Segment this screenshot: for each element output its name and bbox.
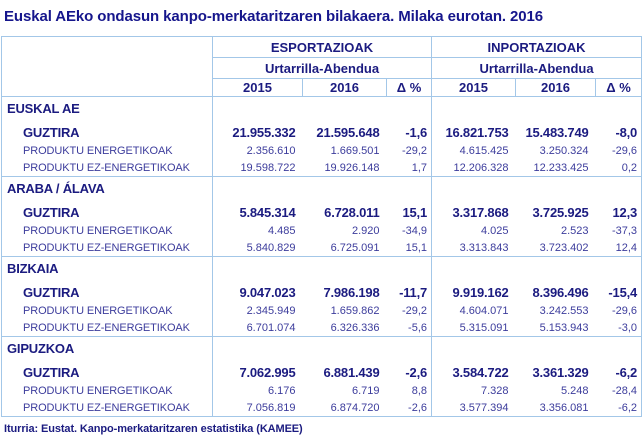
section-row [2,337,642,358]
cell-imp-2016: 3.723.402 [539,241,589,254]
section-spacer-imports [432,177,642,198]
cell-imp-delta: -29,6 [611,145,638,157]
cell-exp-2016: 6.881.439 [323,364,380,380]
year-col-imp-2015: 2015 [432,79,516,97]
data-row [2,223,642,240]
cell-imp-2015: 12.206.328 [453,161,509,174]
table-header [2,37,642,97]
cell-exp-delta: 8,8 [387,383,432,400]
section-spacer-imports [432,257,642,278]
data-row [2,198,642,223]
row-label: PRODUKTU EZ-ENERGETIKOAK [2,320,213,337]
year-col-imp-2016: 2016 [516,79,596,97]
cell-imp-delta: -29,6 [611,305,638,317]
row-label: GUZTIRA [2,358,213,383]
cell-exp-2015: 4.485 [267,225,296,237]
cell-imp-2015: 9.919.162 [452,284,509,300]
cell-imp-2016: 12.233.425 [533,161,589,174]
row-label: GUZTIRA [2,198,213,223]
row-label: GUZTIRA [2,118,213,143]
cell-imp-2016: 15.483.749 [525,124,589,140]
cell-exp-2015: 7.056.819 [246,401,296,414]
cell-imp-delta: -8,0 [615,124,638,140]
section-spacer-exports [213,337,432,358]
cell-exp-delta: -1,6 [387,118,432,143]
year-col-exp-delta: Δ % [387,79,432,97]
cell-exp-2015: 2.356.610 [246,145,296,157]
cell-exp-delta: -34,9 [387,223,432,240]
section-spacer-imports [432,97,642,118]
report-page [0,8,642,435]
col-group-exports: ESPORTAZIOAK [213,37,432,58]
cell-exp-2015: 9.047.023 [239,284,296,300]
row-label: PRODUKTU ENERGETIKOAK [2,383,213,400]
cell-exp-2015: 6.701.074 [246,321,296,334]
cell-exp-delta: -29,2 [387,303,432,320]
section-row [2,257,642,278]
cell-imp-2015: 7.328 [480,385,509,397]
data-row [2,358,642,383]
col-group-imports: INPORTAZIOAK [432,37,642,58]
data-row [2,143,642,160]
year-col-imp-delta: Δ % [596,79,642,97]
row-label: PRODUKTU ENERGETIKOAK [2,303,213,320]
cell-imp-delta: -15,4 [608,284,638,300]
page-title: Euskal AEko ondasun kanpo-merkataritzaren bilakaera. Milaka eurotan. 2016 [4,8,544,25]
corner-cell [2,37,213,97]
cell-exp-2015: 5.845.314 [239,204,296,220]
cell-imp-2016: 3.725.925 [532,204,589,220]
cell-exp-2016: 2.920 [351,225,380,237]
cell-exp-2016: 19.926.148 [324,161,380,174]
section-spacer-exports [213,257,432,278]
cell-exp-2015: 19.598.722 [240,161,296,174]
cell-exp-2016: 6.719 [351,385,380,397]
data-row [2,278,642,303]
data-row [2,320,642,337]
section-row [2,177,642,198]
row-label: PRODUKTU EZ-ENERGETIKOAK [2,160,213,177]
row-label: PRODUKTU EZ-ENERGETIKOAK [2,400,213,417]
cell-exp-2016: 21.595.648 [316,124,380,140]
cell-imp-2016: 2.523 [560,225,589,237]
cell-imp-delta: -6,2 [618,401,638,414]
data-row [2,240,642,257]
cell-imp-2016: 5.248 [560,385,589,397]
cell-imp-2015: 3.313.843 [459,241,509,254]
table-body [2,97,642,417]
cell-exp-delta: 15,1 [387,198,432,223]
section-title: BIZKAIA [2,257,213,278]
cell-exp-2016: 6.874.720 [330,401,380,414]
data-row [2,118,642,143]
cell-exp-2016: 1.659.862 [330,305,380,317]
cell-exp-2015: 6.176 [267,385,296,397]
cell-exp-2016: 6.725.091 [330,241,380,254]
section-spacer-exports [213,177,432,198]
cell-exp-2015: 7.062.995 [239,364,296,380]
cell-exp-2015: 2.345.949 [246,305,296,317]
data-row [2,160,642,177]
row-label: PRODUKTU EZ-ENERGETIKOAK [2,240,213,257]
cell-imp-2015: 16.821.753 [445,124,509,140]
section-title: GIPUZKOA [2,337,213,358]
cell-exp-2016: 6.326.336 [330,321,380,334]
cell-imp-2015: 4.615.425 [459,145,509,157]
row-label: PRODUKTU ENERGETIKOAK [2,143,213,160]
year-col-exp-2016: 2016 [303,79,387,97]
cell-imp-2015: 3.317.868 [452,204,509,220]
cell-imp-2015: 3.577.394 [459,401,509,414]
cell-imp-2016: 5.153.943 [539,321,589,334]
imports-period: Urtarrilla-Abendua [432,58,642,79]
data-row [2,303,642,320]
section-row [2,97,642,118]
cell-imp-2015: 4.604.071 [459,305,509,317]
cell-exp-delta: -29,2 [387,143,432,160]
data-row [2,400,642,417]
cell-imp-2015: 3.584.722 [452,364,509,380]
section-title: ARABA / ÁLAVA [2,177,213,198]
cell-exp-2015: 21.955.332 [232,124,296,140]
cell-exp-delta: -2,6 [387,358,432,383]
cell-imp-2016: 3.361.329 [532,364,589,380]
cell-imp-delta: -28,4 [611,385,638,397]
cell-exp-2016: 7.986.198 [323,284,380,300]
cell-imp-delta: 0,2 [621,161,638,174]
cell-imp-delta: -6,2 [615,364,638,380]
cell-exp-delta: 15,1 [387,240,432,257]
exports-period: Urtarrilla-Abendua [213,58,432,79]
cell-imp-2016: 3.242.553 [539,305,589,317]
cell-imp-delta: -37,3 [611,225,638,237]
row-label: GUZTIRA [2,278,213,303]
cell-imp-2016: 8.396.496 [532,284,589,300]
cell-imp-delta: -3,0 [618,321,638,334]
cell-exp-2016: 6.728.011 [324,204,380,220]
cell-imp-delta: 12,4 [615,241,638,254]
cell-imp-2015: 5.315.091 [459,321,509,334]
cell-exp-delta: 1,7 [387,160,432,177]
cell-exp-delta: -5,6 [387,320,432,337]
source-note: Iturria: Eustat. Kanpo-merkataritzaren estatistika (KAMEE) [4,423,303,435]
cell-exp-delta: -2,6 [387,400,432,417]
data-row [2,383,642,400]
cell-imp-delta: 12,3 [612,204,638,220]
cell-exp-2016: 1.669.501 [330,145,380,157]
cell-exp-delta: -11,7 [387,278,432,303]
cell-imp-2015: 4.025 [480,225,509,237]
trade-table [1,36,642,417]
year-col-exp-2015: 2015 [213,79,303,97]
row-label: PRODUKTU ENERGETIKOAK [2,223,213,240]
section-title: EUSKAL AE [2,97,213,118]
cell-imp-2016: 3.356.081 [539,401,589,414]
section-spacer-exports [213,97,432,118]
cell-imp-2016: 3.250.324 [539,145,589,157]
section-spacer-imports [432,337,642,358]
cell-exp-2015: 5.840.829 [246,241,296,254]
